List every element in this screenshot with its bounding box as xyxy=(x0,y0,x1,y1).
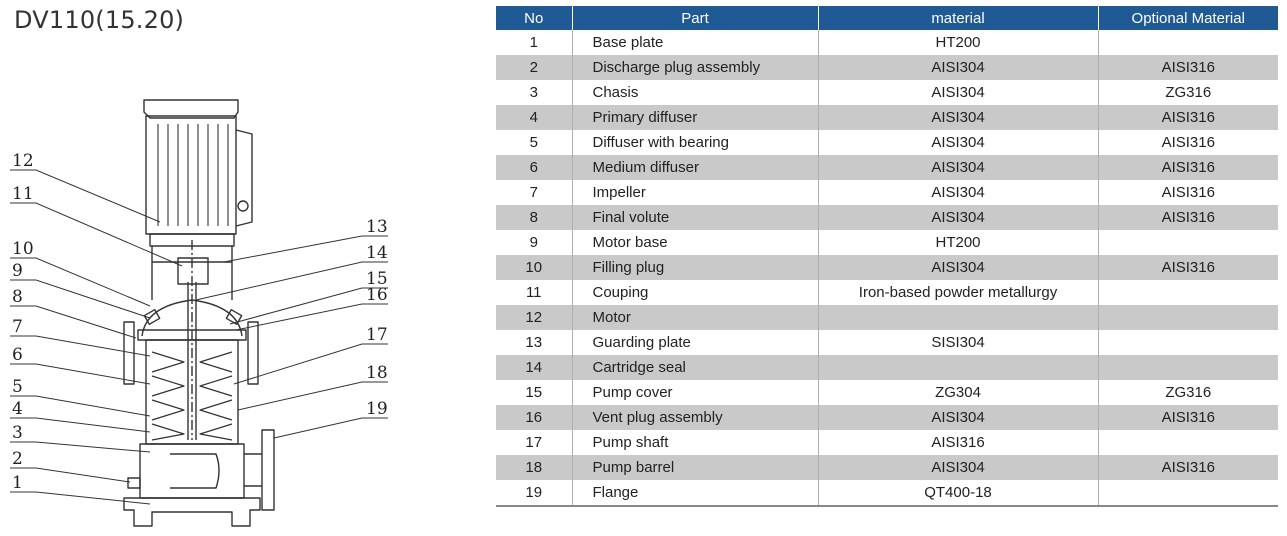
cell-no: 1 xyxy=(529,34,538,51)
header-no: No xyxy=(496,6,572,30)
cell-optional-material xyxy=(1098,480,1278,506)
table-row xyxy=(496,330,1278,355)
callout-8: 8 xyxy=(12,287,23,307)
table-row xyxy=(496,55,1278,80)
cell-material: HT200 xyxy=(818,30,1098,55)
cell-part: Chasis xyxy=(572,80,818,105)
cell-part: Pump barrel xyxy=(572,455,818,480)
cell-part: Final volute xyxy=(572,205,818,230)
cell-material: SISI304 xyxy=(818,330,1098,355)
cell-optional-material: ZG316 xyxy=(1098,380,1278,405)
cell-material: AISI304 xyxy=(818,130,1098,155)
table-row xyxy=(496,155,1278,180)
cell-optional-material: AISI316 xyxy=(1098,55,1278,80)
table-row xyxy=(496,30,1278,55)
model-title: DV110(15.20) xyxy=(14,6,185,34)
table-row xyxy=(496,230,1278,255)
callout-13: 13 xyxy=(366,217,388,237)
table-row xyxy=(496,205,1278,230)
cell-no: 15 xyxy=(525,384,543,401)
callout-12: 12 xyxy=(12,151,34,171)
cell-part: Base plate xyxy=(572,30,818,55)
table-row xyxy=(496,305,1278,330)
cell-no: 19 xyxy=(496,480,572,506)
motor-terminal-gland xyxy=(238,201,248,211)
cell-optional-material xyxy=(1098,430,1278,455)
table-row xyxy=(496,105,1278,130)
cell-optional-material: AISI316 xyxy=(1098,105,1278,130)
discharge-plug xyxy=(128,478,140,488)
cell-material: AISI304 xyxy=(818,80,1098,105)
parts-material-table xyxy=(496,6,1278,507)
cell-material: AISI304 xyxy=(818,255,1098,280)
table-row xyxy=(496,80,1278,105)
header-optional-material: Optional Material xyxy=(1098,6,1278,30)
cell-material: QT400-18 xyxy=(818,480,1098,506)
cell-no: 9 xyxy=(529,234,538,251)
motor-cooling-fins xyxy=(158,124,228,226)
table-row xyxy=(496,430,1278,455)
cell-part: Discharge plug assembly xyxy=(572,55,818,80)
cell-optional-material: AISI316 xyxy=(1098,155,1278,180)
cell-part: Motor xyxy=(572,305,818,330)
cell-material: AISI304 xyxy=(818,180,1098,205)
cell-part: Pump shaft xyxy=(572,430,818,455)
callout-4: 4 xyxy=(12,399,23,419)
cell-material: AISI304 xyxy=(818,55,1098,80)
cell-part: Vent plug assembly xyxy=(572,405,818,430)
header-part: Part xyxy=(572,6,818,30)
cell-optional-material: AISI316 xyxy=(1098,205,1278,230)
callout-11: 11 xyxy=(12,184,34,204)
table-row xyxy=(496,405,1278,430)
callout-6: 6 xyxy=(12,345,23,365)
cell-part: Guarding plate xyxy=(572,330,818,355)
cell-material xyxy=(818,305,1098,330)
cell-material: AISI304 xyxy=(818,405,1098,430)
cell-no: 3 xyxy=(529,84,538,101)
cell-material: HT200 xyxy=(818,230,1098,255)
cell-part: Diffuser with bearing xyxy=(572,130,818,155)
cell-optional-material xyxy=(1098,30,1278,55)
cell-material: AISI304 xyxy=(818,205,1098,230)
cell-no: 8 xyxy=(496,205,572,230)
cell-part: Medium diffuser xyxy=(572,155,818,180)
callout-17: 17 xyxy=(366,325,388,345)
header-material: material xyxy=(818,6,1098,30)
cell-no: 17 xyxy=(525,434,543,451)
cell-optional-material: AISI316 xyxy=(1098,405,1278,430)
cell-no: 14 xyxy=(496,355,572,380)
callout-9: 9 xyxy=(12,261,23,281)
cell-part: Primary diffuser xyxy=(572,105,818,130)
cell-material: ZG304 xyxy=(818,380,1098,405)
cell-part: Impeller xyxy=(572,180,818,205)
cell-material: AISI304 xyxy=(818,155,1098,180)
callout-10: 10 xyxy=(12,239,34,259)
cell-no: 16 xyxy=(496,405,572,430)
motor-housing xyxy=(146,116,236,234)
table-row xyxy=(496,255,1278,280)
cell-optional-material: ZG316 xyxy=(1098,80,1278,105)
cell-part: Filling plug xyxy=(572,255,818,280)
cell-optional-material: AISI316 xyxy=(1098,180,1278,205)
table-header-row xyxy=(496,6,1278,30)
table-row xyxy=(496,455,1278,480)
table-row xyxy=(496,180,1278,205)
table-body xyxy=(496,30,1278,506)
callout-1: 1 xyxy=(12,473,23,493)
cell-optional-material xyxy=(1098,355,1278,380)
cell-part: Pump cover xyxy=(572,380,818,405)
chasis xyxy=(140,444,244,498)
cell-no: 7 xyxy=(529,184,538,201)
cell-no: 11 xyxy=(525,284,542,301)
table-row xyxy=(496,480,1278,506)
callout-5: 5 xyxy=(12,377,23,397)
tie-bolt-right xyxy=(248,322,258,384)
cell-optional-material xyxy=(1098,305,1278,330)
callout-19: 19 xyxy=(366,399,388,419)
cell-part: Motor base xyxy=(572,230,818,255)
table-row xyxy=(496,280,1278,305)
cell-optional-material xyxy=(1098,330,1278,355)
cell-optional-material: AISI316 xyxy=(1098,455,1278,480)
cell-optional-material: AISI316 xyxy=(1098,130,1278,155)
cell-optional-material: AISI316 xyxy=(1098,255,1278,280)
table-row xyxy=(496,130,1278,155)
callout-2: 2 xyxy=(12,449,23,469)
callout-16: 16 xyxy=(366,285,388,305)
base-plate xyxy=(124,498,260,526)
cell-part: Flange xyxy=(572,480,818,506)
inlet-outlet-bend xyxy=(170,454,219,488)
cell-no: 12 xyxy=(496,305,572,330)
pump-cross-section-diagram xyxy=(0,0,480,536)
callout-18: 18 xyxy=(366,363,388,383)
cell-no: 2 xyxy=(496,55,572,80)
callout-3: 3 xyxy=(12,423,23,443)
callout-14: 14 xyxy=(366,243,388,263)
cell-no: 6 xyxy=(496,155,572,180)
cell-no: 4 xyxy=(496,105,572,130)
cell-no: 5 xyxy=(529,134,538,151)
cell-material xyxy=(818,355,1098,380)
cell-no: 10 xyxy=(496,255,572,280)
cell-material: AISI304 xyxy=(818,455,1098,480)
flange xyxy=(262,430,274,510)
table-row xyxy=(496,380,1278,405)
table-row xyxy=(496,355,1278,380)
cell-optional-material xyxy=(1098,230,1278,255)
cell-material: Iron-based powder metallurgy xyxy=(818,280,1098,305)
callout-7: 7 xyxy=(12,317,23,337)
cell-part: Cartridge seal xyxy=(572,355,818,380)
cell-no: 13 xyxy=(525,334,543,351)
cell-optional-material xyxy=(1098,280,1278,305)
cell-material: AISI316 xyxy=(818,430,1098,455)
cell-no: 18 xyxy=(496,455,572,480)
cell-material: AISI304 xyxy=(818,105,1098,130)
callout-15: 15 xyxy=(366,269,388,289)
cell-part: Couping xyxy=(572,280,818,305)
